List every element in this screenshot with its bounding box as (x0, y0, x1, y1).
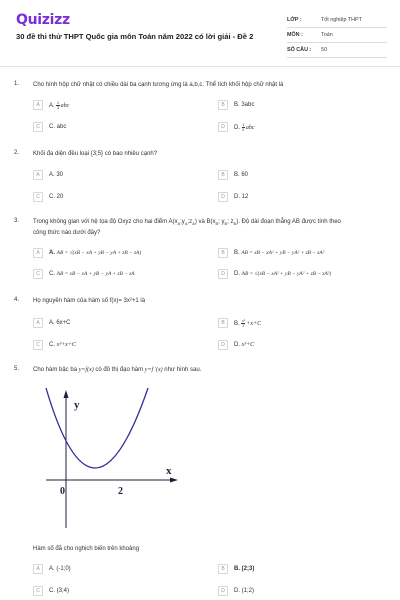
option-text: D. 12 (234, 194, 249, 200)
option-c[interactable] (33, 585, 69, 597)
option-text: C. 20 (49, 194, 64, 200)
option-letter: D (218, 269, 228, 279)
tick-label-2: 2 (118, 486, 123, 497)
option-text: B. 60 (234, 172, 249, 178)
option-text: A. 6x+C (49, 320, 71, 326)
y-axis-label: y (74, 399, 80, 411)
option-text: A. (-1;0) (49, 566, 71, 572)
question-text: Họ nguyên hàm của hàm số f(x)= 3x²+1 là (33, 298, 146, 304)
question-text: Cho hình hộp chữ nhật có chiều dài ba cạnh tương ứng là a,b,c. Thể tích khối hộp chữ nhật là (33, 82, 284, 88)
option-c[interactable] (33, 191, 63, 203)
option-letter: C (33, 192, 43, 202)
option-b[interactable] (218, 317, 261, 329)
option-c[interactable] (33, 268, 135, 280)
meta-value: Tốt nghiệp THPT (321, 17, 362, 23)
option-text: D. $\frac{1}{2}$ abc (234, 121, 255, 132)
option-letter: B (218, 100, 228, 110)
derivative-graph (44, 388, 184, 530)
option-letter: A (33, 170, 43, 180)
option-letter: D (218, 340, 228, 350)
option-b[interactable] (218, 247, 324, 259)
option-a[interactable] (33, 99, 69, 111)
option-letter: A (33, 564, 43, 574)
question-number: 5. (14, 366, 20, 372)
meta-key: LỚP : (287, 17, 302, 23)
option-letter: A (33, 318, 43, 328)
question-text: Khối đa diện đều loại {3;5} có bao nhiêu cạnh? (33, 151, 158, 157)
option-letter: C (33, 122, 43, 132)
option-a[interactable] (33, 169, 63, 181)
option-text: A. $\frac{1}{3}$ abc (49, 99, 70, 110)
question-number: 1. (14, 81, 20, 87)
document-header (0, 0, 400, 62)
x-axis-arrow (170, 478, 178, 483)
meta-value: Toán (321, 32, 333, 38)
option-c[interactable] (33, 121, 66, 133)
document-title: 30 đề thi thử THPT Quốc gia môn Toán năm 2022 có lời giải - Đề 2 (16, 32, 254, 41)
option-letter: C (33, 586, 43, 596)
meta-row-subject (287, 28, 387, 43)
meta-row-class (287, 13, 387, 28)
option-text: C. AB = xB − xA + yB − yA + zB − zA (49, 271, 135, 277)
quizizz-logo: Quizizz (16, 12, 70, 28)
option-text: B. $\frac{\text{x³}}{3}$ +x+C (234, 317, 262, 328)
meta-table (287, 13, 387, 58)
option-letter: A (33, 100, 43, 110)
meta-value: 50 (321, 47, 327, 53)
header-divider (0, 66, 400, 67)
option-text: C. abc (49, 124, 67, 130)
derivative-curve (46, 388, 148, 468)
option-letter: C (33, 340, 43, 350)
option-a[interactable] (33, 563, 71, 575)
option-d[interactable] (218, 585, 254, 597)
option-text: B. (2;3) (234, 566, 255, 572)
question-number: 2. (14, 150, 20, 156)
option-a[interactable] (33, 247, 141, 259)
option-letter: D (218, 586, 228, 596)
option-letter: D (218, 122, 228, 132)
option-d[interactable] (218, 191, 248, 203)
meta-key: MÔN : (287, 32, 303, 38)
option-text: D. x³+C (234, 342, 255, 348)
option-text: B. 3abc (234, 102, 255, 108)
option-a[interactable] (33, 317, 71, 329)
option-d[interactable] (218, 268, 331, 280)
meta-row-count (287, 43, 387, 58)
question-text: Trong không gian với hệ tọa độ Oxyz cho hai điểm $A(x_A;y_A;z_A)$ và $B(x_B$; $y_B$; $z_B$). Độ dài đoạn thẳng AB được tính theo công thức nào dưới đây? (33, 219, 341, 236)
option-c[interactable] (33, 339, 76, 351)
option-text: D. AB = √(xB − xA² + yB − yA² + zB − zA²) (234, 271, 332, 277)
option-text: C. (3;4) (49, 588, 70, 594)
option-letter: D (218, 192, 228, 202)
option-letter: B (218, 318, 228, 328)
y-axis-arrow (64, 390, 69, 398)
question-text: Cho hàm bậc ba y=f(x) có đồ thị đạo hàm y=f '(x) như hình sau. (33, 367, 202, 373)
option-letter: B (218, 248, 228, 258)
option-text: D. (1;2) (234, 588, 255, 594)
tick-label-0: 0 (60, 486, 65, 497)
question-prompt: Hàm số đã cho nghịch biến trên khoảng (33, 546, 140, 552)
option-letter: B (218, 564, 228, 574)
option-text: C. x³+x+C (49, 342, 76, 348)
x-axis-label: x (166, 465, 172, 477)
option-letter: B (218, 170, 228, 180)
option-d[interactable] (218, 121, 255, 133)
option-text: A. 30 (49, 172, 64, 178)
option-text: A. AB = √(xB − xA + yB − yA + zB − zA) (49, 250, 142, 256)
question-number: 3. (14, 218, 20, 224)
option-b[interactable] (218, 169, 248, 181)
option-d[interactable] (218, 339, 254, 351)
option-letter: A (33, 248, 43, 258)
option-letter: C (33, 269, 43, 279)
meta-key: SỐ CÂU : (287, 47, 312, 53)
question-number: 4. (14, 297, 20, 303)
option-b[interactable] (218, 99, 254, 111)
option-text: B. AB = xB − xA² + yB − yA² + zB − zA² (234, 250, 325, 256)
option-b[interactable] (218, 563, 254, 575)
